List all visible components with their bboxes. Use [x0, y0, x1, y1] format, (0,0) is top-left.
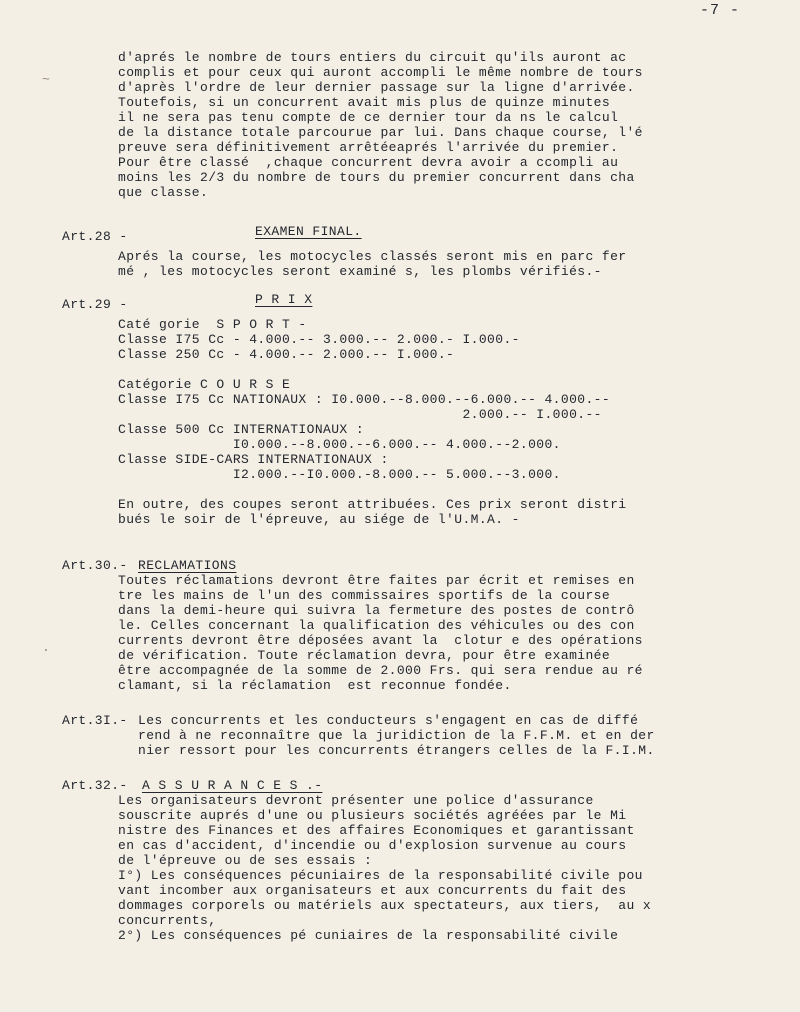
text-line: Classe I75 Cc - 4.000.-- 3.000.-- 2.000.- I.000.- [118, 332, 520, 347]
art28-title: EXAMEN FINAL. [255, 224, 362, 239]
text-line: preuve sera définitivement arrêtéeaprés l'arrivée du premier. [118, 140, 619, 155]
text-line: bués le soir de l'épreuve, au siége de l'U.M.A. - [118, 512, 520, 527]
art32-body [118, 793, 651, 943]
margin-mark: ~ [42, 72, 50, 87]
art30-body [118, 573, 643, 693]
text-line: 2.000.-- I.000.-- [118, 407, 602, 422]
text-line: Toutes réclamations devront être faites par écrit et remises en [118, 573, 635, 588]
text-line: Caté gorie S P O R T - [118, 317, 307, 332]
text-line: Pour être classé ,chaque concurrent devra avoir a ccompli au [118, 155, 619, 170]
text-line: Classe 250 Cc - 4.000.-- 2.000.-- I.000.- [118, 347, 455, 362]
art31-body [138, 713, 655, 758]
text-line: Catégorie C O U R S E [118, 377, 291, 392]
art29-label: Art.29 - [62, 297, 128, 312]
intro-paragraph [118, 50, 643, 200]
text-line [118, 362, 626, 377]
text-line: clamant, si la réclamation est reconnue fondée. [118, 678, 512, 693]
text-line: d'après l'ordre de leur dernier passage sur la ligne d'arrivée. [118, 80, 635, 95]
text-line: de l'épreuve ou de ses essais : [118, 853, 373, 868]
text-line: rend à ne reconnaître que la juridiction de la F.F.M. et en der [138, 728, 655, 743]
text-line: mé , les motocycles seront examiné s, les plombs vérifiés.- [118, 264, 602, 279]
text-line: que classe. [118, 185, 209, 200]
art32-title: A S S U R A N C E S .- [142, 778, 323, 793]
text-line: I2.000.--I0.000.-8.000.-- 5.000.--3.000. [118, 467, 561, 482]
text-line: Toutefois, si un concurrent avait mis plus de quinze minutes [118, 95, 611, 110]
text-line: souscrite auprés d'une ou plusieurs sociétés agréées par le Mi [118, 808, 627, 823]
text-line: complis et pour ceux qui auront accompli le même nombre de tours [118, 65, 643, 80]
text-line: de la distance totale parcourue par lui. Dans chaque course, l'é [118, 125, 643, 140]
text-line: d'aprés le nombre de tours entiers du circuit qu'ils auront ac [118, 50, 627, 65]
text-line: de vérification. Toute réclamation devra, pour être examinée [118, 648, 611, 663]
art29-body [118, 317, 626, 527]
margin-mark: . [42, 640, 50, 655]
text-line: Les organisateurs devront présenter une police d'assurance [118, 793, 594, 808]
art30-title: RECLAMATIONS [138, 558, 237, 573]
text-line: être accompagnée de la somme de 2.000 Frs. qui sera rendue au ré [118, 663, 643, 678]
text-line: dommages corporels ou matériels aux spectateurs, aux tiers, au x [118, 898, 652, 913]
art28-body [118, 249, 626, 279]
text-line: 2°) Les conséquences pé cuniaires de la responsabilité civile [118, 928, 619, 943]
art32-label: Art.32.- [62, 778, 128, 793]
text-line: le. Celles concernant la qualification des véhicules ou des con [118, 618, 635, 633]
text-line: Classe 500 Cc INTERNATIONAUX : [118, 422, 365, 437]
art29-title: P R I X [255, 292, 313, 307]
text-line: Classe I75 Cc NATIONAUX : I0.000.--8.000.--6.000.-- 4.000.-- [118, 392, 611, 407]
text-line: Classe SIDE-CARS INTERNATIONAUX : [118, 452, 389, 467]
art30-label: Art.30.- [62, 558, 128, 573]
text-line: vant incomber aux organisateurs et aux concurrents du fait des [118, 883, 627, 898]
text-line: nistre des Finances et des affaires Economiques et garantissant [118, 823, 635, 838]
text-line [118, 482, 626, 497]
text-line: nier ressort pour les concurrents étrangers celles de la F.I.M. [138, 743, 655, 758]
text-line: moins les 2/3 du nombre de tours du premier concurrent dans cha [118, 170, 635, 185]
text-line: currents devront être déposées avant la clotur e des opérations [118, 633, 643, 648]
text-line: concurrents, [118, 913, 217, 928]
text-line: en cas d'accident, d'incendie ou d'explosion survenue au cours [118, 838, 627, 853]
text-line: Les concurrents et les conducteurs s'engagent en cas de diffé [138, 713, 639, 728]
text-line: il ne sera pas tenu compte de ce dernier tour da ns le calcul [118, 110, 619, 125]
text-line: I0.000.--8.000.--6.000.-- 4.000.--2.000. [118, 437, 561, 452]
page-number: -7 - [700, 2, 741, 19]
text-line: I°) Les conséquences pécuniaires de la responsabilité civile pou [118, 868, 643, 883]
art31-label: Art.3I.- [62, 713, 128, 728]
art28-label: Art.28 - [62, 229, 128, 244]
text-line: dans la demi-heure qui suivra la fermeture des postes de contrô [118, 603, 635, 618]
text-line: tre les mains de l'un des commissaires sportifs de la course [118, 588, 611, 603]
text-line: Aprés la course, les motocycles classés seront mis en parc fer [118, 249, 627, 264]
text-line: En outre, des coupes seront attribuées. Ces prix seront distri [118, 497, 627, 512]
